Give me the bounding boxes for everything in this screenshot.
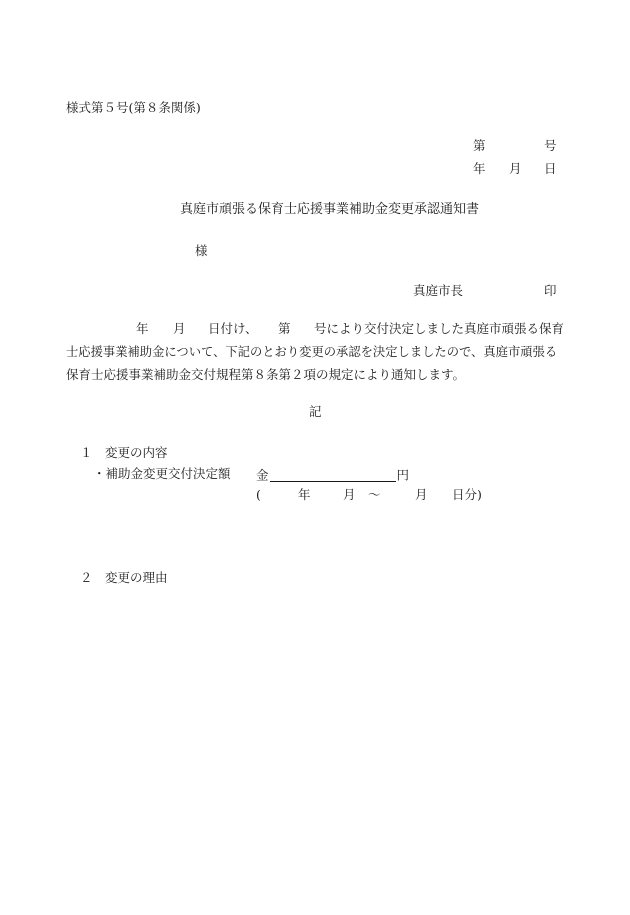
amount-blank-line [270,468,396,482]
document-title: 真庭市頑張る保育士応援事業補助金変更承認通知書 [180,202,480,217]
period-year: 年 [298,487,311,502]
amount-prefix: 金 [256,467,269,483]
doc-date-day: 日 [544,161,557,176]
amount-field [256,468,409,482]
amount-suffix: 円 [396,467,410,483]
issuer-seal: 印 [544,283,557,298]
doc-date-year: 年 [473,161,486,176]
period-month2: 月 [415,487,428,502]
body-line1-rest: 号により交付決定しました真庭市頑張る保育 [314,321,565,336]
section2-heading: ２ 変更の理由 [80,570,168,585]
body-year: 年 [136,321,149,336]
body-line3: 保育士応援事業補助金交付規程第８条第２項の規定により通知します。 [66,367,466,382]
body-no-prefix: 第 [278,321,291,336]
body-day: 日付け、 [208,321,258,336]
form-label: 様式第５号(第８条関係) [66,100,201,115]
doc-number-prefix: 第 [473,138,486,153]
addressee-honorific: 様 [195,243,208,258]
period-month1: 月 [343,487,356,502]
doc-date-month: 月 [509,161,522,176]
section1-heading: １ 変更の内容 [80,445,168,460]
ki-notation: 記 [309,404,322,419]
doc-number-suffix: 号 [544,138,557,153]
body-line2: 士応援事業補助金について、下記のとおり変更の承認を決定しましたので、真庭市頑張る [66,345,558,359]
body-month: 月 [173,321,186,336]
period-tilde: ～ [368,487,381,502]
issuer-name: 真庭市長 [413,283,464,298]
section1-item-label: ・補助金変更交付決定額 [93,466,231,481]
period-close: 日分) [452,487,482,502]
period-open: ( [256,487,261,502]
